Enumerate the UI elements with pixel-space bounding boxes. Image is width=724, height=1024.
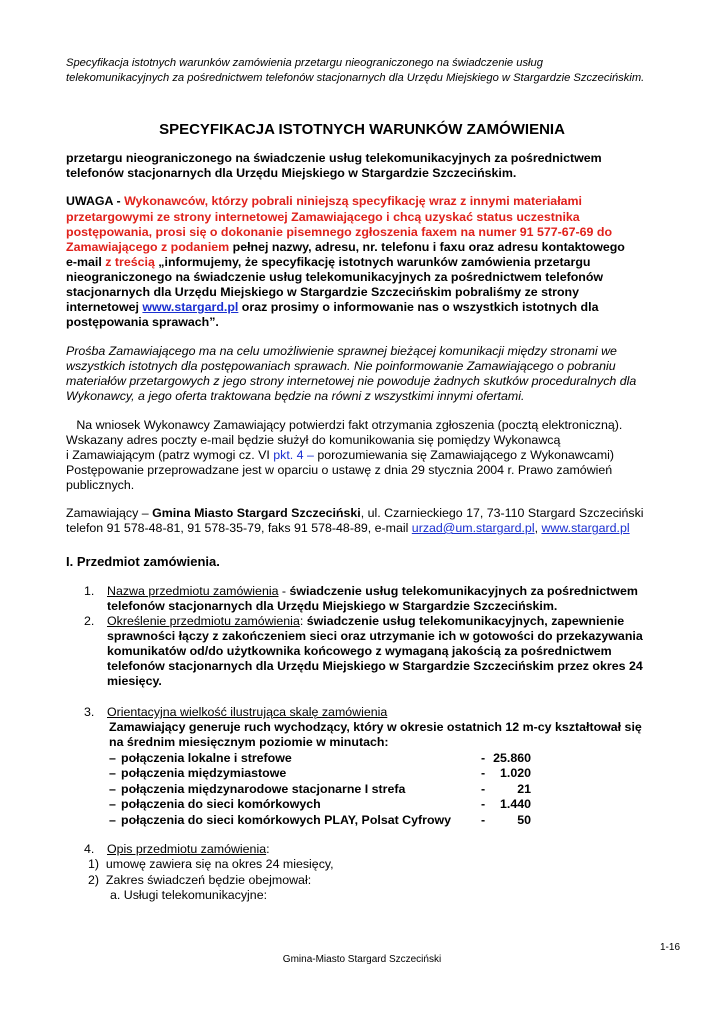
notice-line-3: postępowania, prosi się o dokonanie pisemnego zgłoszenia faxem na numer 91 577-67-69 do <box>66 225 613 239</box>
item-1-line-2: telefonów stacjonarnych dla Urzędu Miejskiego w Stargardzie Szczecińskim. <box>107 599 558 613</box>
para1-line-1: Na wniosek Wykonawcy Zamawiający potwierdzi fakt otrzymania zgłoszenia (pocztą elektroniczną). <box>66 418 623 432</box>
traffic-dash: - <box>481 813 486 827</box>
traffic-row <box>109 797 539 813</box>
footer-organization: Gmina-Miasto Stargard Szczeciński <box>282 954 442 965</box>
contact-b: , ul. Czarnieckiego 17, 73-110 Stargard Szczeciński <box>360 506 644 520</box>
item-1-text-1: świadczenie usług telekomunikacyjnych za pośrednictwem <box>289 584 638 598</box>
contact-a: Zamawiający – <box>66 506 153 520</box>
traffic-row <box>109 766 539 782</box>
traffic-bullet: – <box>109 782 116 796</box>
stargard-link[interactable]: www.stargard.pl <box>142 300 239 314</box>
item-4-sub-2: 2) Zakres świadczeń będzie obejmował: <box>88 873 312 887</box>
item-4-colon: : <box>266 842 270 856</box>
traffic-dash: - <box>481 751 486 765</box>
notice-line-6: nieograniczonego na świadczenie usług telekomunikacyjnych za pośrednictwem telefonów <box>66 270 604 284</box>
item-3-number: 3. <box>84 705 95 719</box>
subtitle-line-1: przetargu nieograniczonego na świadczenie usług telekomunikacyjnych za pośrednictwem <box>66 151 602 165</box>
notice-line-2: przetargowymi ze strony internetowej Zamawiającego i chcą uzyskać status uczestnika <box>66 210 580 224</box>
item-2-line-1 <box>107 614 624 629</box>
notice-label: UWAGA <box>66 194 114 208</box>
notice-text-4: pełnej nazwy, adresu, nr. telefonu i faxu oraz adresu kontaktowego <box>229 240 625 254</box>
notice-line-7: stacjonarnych dla Urzędu Miejskiego w Stargardzie Szczecińskim pobraliśmy ze strony <box>66 285 580 299</box>
notice-line-4 <box>66 240 625 255</box>
notice-sep: - <box>113 194 125 208</box>
page-number: 1-16 <box>659 942 680 953</box>
header-line-1: Specyfikacja istotnych warunków zamówienia przetargu nieograniczonego na świadczenie usług <box>66 57 543 69</box>
traffic-row <box>109 751 539 767</box>
page-title: SPECYFIKACJA ISTOTNYCH WARUNKÓW ZAMÓWIENIA <box>159 121 565 138</box>
notice-text-5a: e-mail <box>66 255 106 269</box>
item-2-line-3: komunikatów od/do użytkownika końcowego z wymaganą jakością za pośrednictwem <box>107 644 612 658</box>
item-2-line-4: telefonów stacjonarnych dla Urzędu Miejskiego w Stargardzie Szczecińskim przez okres 24 <box>107 659 643 673</box>
notice-text-4-red: Zamawiającego z podaniem <box>66 240 230 254</box>
request-line-4: Wykonawcy, a jego oferta traktowana będzie na równi z wszystkimi innymi ofertami. <box>66 389 525 403</box>
item-3-line-2: na średnim miesięcznym poziomie w minutach: <box>109 735 389 749</box>
item-1-label: Nazwa przedmiotu zamówienia <box>107 584 279 598</box>
notice-text-1: Wykonawców, którzy pobrali niniejszą specyfikację wraz z innymi materiałami <box>124 194 582 208</box>
traffic-bullet: – <box>109 813 116 827</box>
traffic-value: 50 <box>517 813 531 827</box>
item-4-sub-1: 1) umowę zawiera się na okres 24 miesięcy, <box>88 857 334 871</box>
notice-text-8b: oraz prosimy o informowanie nas o wszystkich istotnych dla <box>238 300 599 314</box>
notice-line-5 <box>66 255 591 270</box>
traffic-row <box>109 813 539 829</box>
item-2-sep: : <box>299 614 307 628</box>
item-1-line-1 <box>107 584 638 599</box>
notice-line-1 <box>66 194 582 209</box>
header-line-2: telekomunikacyjnych za pośrednictwem telefonów stacjonarnych dla Urzędu Miejskiego w Stargardzie Szczecińskim. <box>66 72 645 84</box>
traffic-value: 1.440 <box>499 797 531 811</box>
request-line-2: wszystkich istotnych dla postępowaniach sprawach. Nie poinformowanie Zamawiającego o pobraniu <box>66 359 616 373</box>
traffic-row <box>109 782 539 798</box>
para1-text-3b: porozumiewania się Zamawiającego z Wykonawcami) <box>313 448 615 462</box>
traffic-label: połączenia międzynarodowe stacjonarne I strefa <box>121 782 406 796</box>
item-1-number: 1. <box>84 584 95 598</box>
para1-line-2: Wskazany adres poczty e-mail będzie służył do komunikowania się pomiędzy Wykonawcą <box>66 433 561 447</box>
traffic-dash: - <box>481 782 486 796</box>
notice-line-8 <box>66 300 598 315</box>
para1-line-4: Postępowanie przeprowadzane jest w oparciu o ustawę z dnia 29 stycznia 2004 r. Prawo zamówień <box>66 463 613 477</box>
item-2-line-2: sprawności łączy z zakończeniem sieci oraz utrzymanie ich w gotowości do przekazywania <box>107 629 643 643</box>
item-2-text-1: świadczenie usług telekomunikacyjnych, zapewnienie <box>306 614 625 628</box>
notice-text-5-red: z treścią <box>105 255 155 269</box>
email-link[interactable]: urzad@um.stargard.pl <box>411 521 535 535</box>
contact-line-1 <box>66 506 644 521</box>
traffic-value: 21 <box>517 782 531 796</box>
request-line-3: materiałów przetargowych z jego strony internetowej nie powoduje żadnych skutków proceduralnych dla <box>66 374 637 388</box>
traffic-label: połączenia lokalne i strefowe <box>121 751 292 765</box>
traffic-dash: - <box>481 766 486 780</box>
item-4-line <box>107 842 270 857</box>
item-2-label: Określenie przedmiotu zamówienia <box>107 614 300 628</box>
item-2-line-5: miesięcy. <box>107 674 162 688</box>
para1-ref: pkt. 4 – <box>273 448 314 462</box>
para1-line-3 <box>66 448 614 463</box>
section-heading: I. Przedmiot zamówienia. <box>66 554 220 569</box>
contact-c: telefon 91 578-48-81, 91 578-35-79, faks 91 578-48-89, e-mail <box>66 521 412 535</box>
traffic-label: połączenia międzymiastowe <box>121 766 287 780</box>
traffic-dash: - <box>481 797 486 811</box>
para1-line-5: publicznych. <box>66 478 135 492</box>
item-2-number: 2. <box>84 614 95 628</box>
request-line-1: Prośba Zamawiającego ma na celu umożliwienie sprawnej bieżącej komunikacji między stronami we <box>66 344 617 358</box>
item-4-sub-3: a. Usługi telekomunikacyjne: <box>110 888 268 902</box>
traffic-bullet: – <box>109 751 116 765</box>
traffic-label: połączenia do sieci komórkowych <box>121 797 321 811</box>
contact-comma: , <box>534 521 542 535</box>
traffic-bullet: – <box>109 766 116 780</box>
notice-text-8a: internetowej <box>66 300 143 314</box>
item-4-number: 4. <box>84 842 95 856</box>
item-3-line-1: Zamawiający generuje ruch wychodzący, który w okresie ostatnich 12 m-cy kształtował się <box>109 720 642 734</box>
site-link[interactable]: www.stargard.pl <box>541 521 630 535</box>
traffic-value: 1.020 <box>499 766 531 780</box>
contact-name: Gmina Miasto Stargard Szczeciński <box>152 506 361 520</box>
item-1-sep: - <box>278 584 290 598</box>
traffic-bullet: – <box>109 797 116 811</box>
traffic-value: 25.860 <box>493 751 531 765</box>
item-4-label: Opis przedmiotu zamówienia <box>107 842 267 856</box>
para1-text-3a: i Zamawiającym (patrz wymogi cz. VI <box>66 448 274 462</box>
traffic-label: połączenia do sieci komórkowych PLAY, Polsat Cyfrowy <box>121 813 452 827</box>
notice-text-5b: „informujemy, że specyfikację istotnych warunków zamówienia przetargu <box>154 255 591 269</box>
contact-line-2 <box>66 521 630 536</box>
notice-line-9: postępowania sprawach”. <box>66 315 219 329</box>
item-3-label: Orientacyjna wielkość ilustrująca skalę zamówienia <box>107 705 388 719</box>
subtitle-line-2: telefonów stacjonarnych dla Urzędu Miejskiego w Stargardzie Szczecińskim. <box>66 166 517 180</box>
